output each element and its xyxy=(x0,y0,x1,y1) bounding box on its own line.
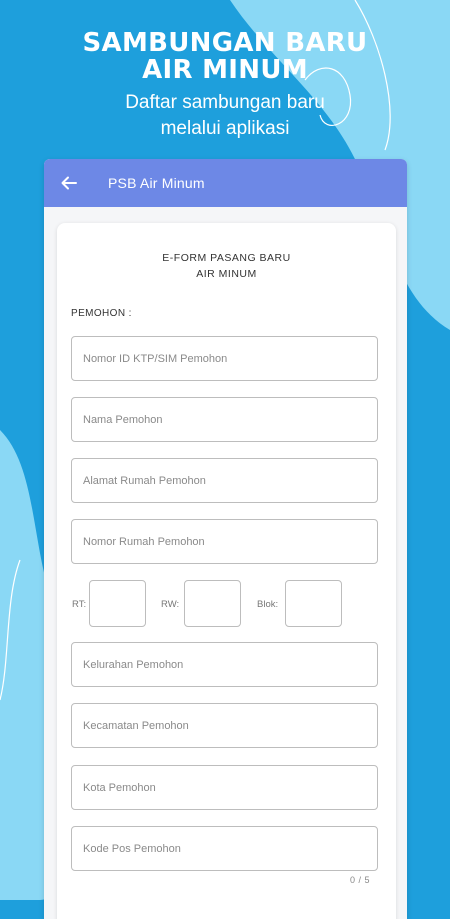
rw-label: RW: xyxy=(161,599,180,610)
rw-input[interactable] xyxy=(185,581,240,626)
kecamatan-input[interactable] xyxy=(83,720,377,732)
alamat-field[interactable] xyxy=(71,458,378,503)
blok-label: Blok: xyxy=(257,599,279,610)
promo-header xyxy=(0,30,450,142)
nomor-rumah-input[interactable] xyxy=(83,536,377,548)
character-counter: 0 / 5 xyxy=(349,875,370,885)
alamat-input[interactable] xyxy=(83,475,377,487)
form-heading xyxy=(57,250,396,282)
rt-input[interactable] xyxy=(90,581,145,626)
kode-pos-field[interactable] xyxy=(71,826,378,871)
phone-screen xyxy=(44,159,407,919)
form-card xyxy=(57,223,396,919)
blok-field[interactable] xyxy=(285,580,342,627)
nomor-rumah-field[interactable] xyxy=(71,519,378,564)
blok-input[interactable] xyxy=(286,581,341,626)
kota-field[interactable] xyxy=(71,765,378,810)
nama-input[interactable] xyxy=(83,414,377,426)
ktp-field[interactable] xyxy=(71,336,378,381)
rt-field[interactable] xyxy=(89,580,146,627)
form-heading-line2: AIR MINUM xyxy=(196,268,257,280)
arrow-left-icon[interactable] xyxy=(58,172,80,194)
promo-subtitle xyxy=(0,90,450,142)
promo-subtitle-line2: melalui aplikasi xyxy=(160,118,290,139)
app-bar-title: PSB Air Minum xyxy=(108,175,205,191)
section-label-pemohon: PEMOHON : xyxy=(71,308,132,319)
rw-field[interactable] xyxy=(184,580,241,627)
promo-title xyxy=(0,30,450,84)
ktp-input[interactable] xyxy=(83,353,377,365)
kode-pos-input[interactable] xyxy=(83,843,377,855)
app-bar xyxy=(44,159,407,207)
form-heading-line1: E-FORM PASANG BARU xyxy=(162,252,291,264)
kelurahan-field[interactable] xyxy=(71,642,378,687)
promo-title-line2: AIR MINUM xyxy=(142,55,308,85)
nama-field[interactable] xyxy=(71,397,378,442)
promo-title-line1: SAMBUNGAN BARU xyxy=(82,28,368,58)
kecamatan-field[interactable] xyxy=(71,703,378,748)
rt-label: RT: xyxy=(72,599,87,610)
kelurahan-input[interactable] xyxy=(83,659,377,671)
promo-subtitle-line1: Daftar sambungan baru xyxy=(125,92,325,113)
kota-input[interactable] xyxy=(83,782,377,794)
